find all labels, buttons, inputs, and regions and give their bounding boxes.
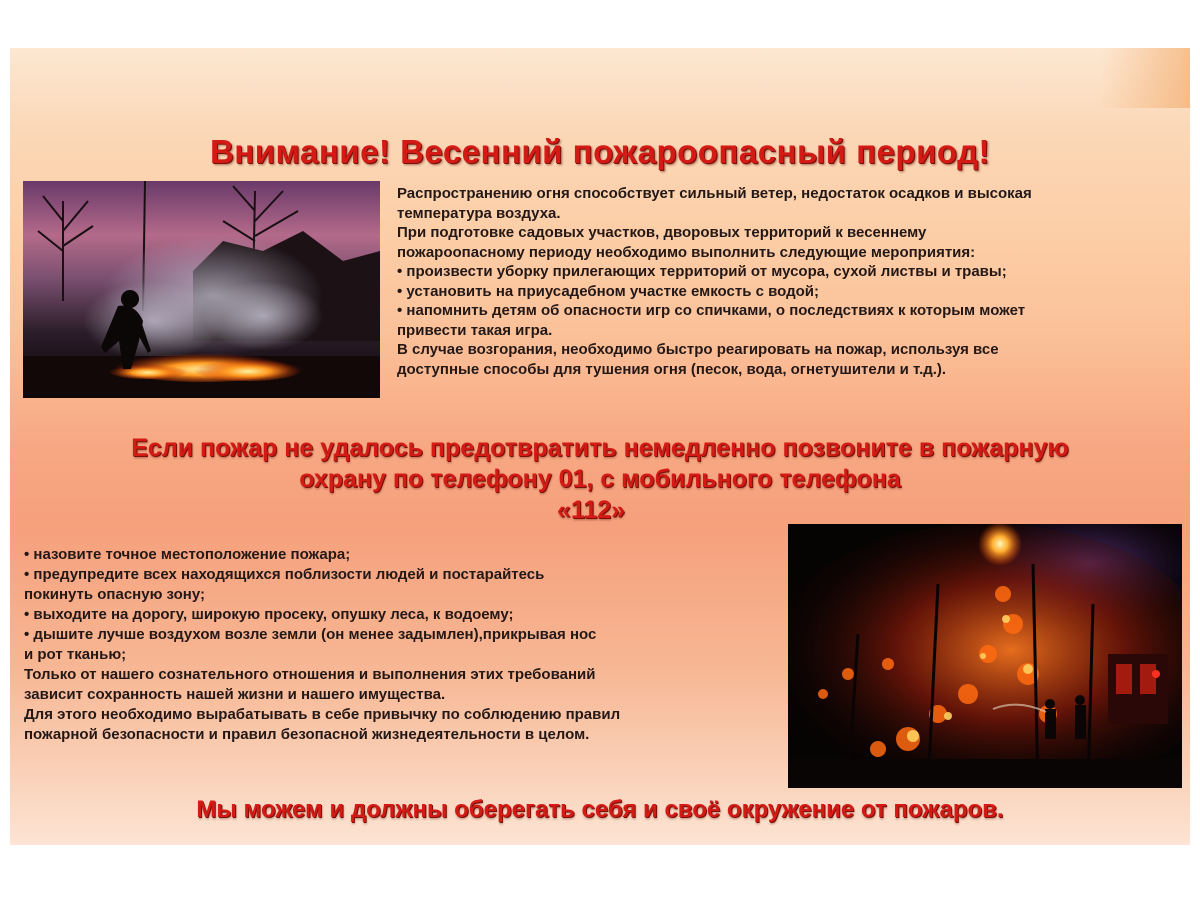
intro-line: • напомнить детям об опасности игр со спичками, о последствиях к которым может — [397, 302, 1026, 319]
emergency-line: Если пожар не удалось предотвратить немедленно позвоните в пожарную — [131, 434, 1069, 462]
intro-line: • установить на приусадебном участке емкость с водой; — [397, 282, 819, 300]
instruction-line: пожарной безопасности и правил безопасной жизнедеятельности в целом. — [24, 726, 590, 743]
emergency-line: охрану по телефону 01, с мобильного телефона — [299, 465, 901, 493]
instruction-line: • назовите точное местоположение пожара; — [24, 546, 351, 563]
intro-line: температура воздуха. — [397, 204, 561, 222]
emergency-number: «112» — [556, 496, 626, 524]
instruction-line: зависит сохранность нашей жизни и нашего имущества. — [24, 686, 446, 703]
instruction-line: • выходите на дорогу, широкую просеку, опушку леса, к водоему; — [24, 606, 514, 623]
instruction-line: и рот тканью; — [24, 646, 127, 663]
instruction-line: • предупредите всех находящихся поблизости людей и постарайтесь — [24, 566, 545, 583]
instruction-line: покинуть опасную зону; — [24, 586, 206, 603]
intro-line: привести такая игра. — [397, 321, 553, 339]
instructions-text-block — [24, 545, 784, 745]
emergency-call-heading — [10, 433, 1190, 526]
intro-line: При подготовке садовых участков, дворовых территорий к весеннему — [397, 224, 927, 241]
instruction-line: Только от нашего сознательного отношения и выполнения этих требований — [24, 666, 596, 683]
intro-line: доступные способы для тушения огня (песок, вода, огнетушители и т.д.). — [397, 360, 947, 378]
intro-text-block — [397, 184, 1182, 379]
poster-title: Внимание! Весенний пожароопасный период! — [209, 133, 991, 170]
instruction-line: Для этого необходимо вырабатывать в себе привычку по соблюдению правил — [24, 706, 621, 723]
intro-line: пожароопасному периоду необходимо выполнить следующие мероприятия: — [397, 243, 976, 261]
forest-fire-photo — [788, 524, 1182, 788]
intro-line: В случае возгорания, необходимо быстро реагировать на пожар, используя все — [397, 341, 999, 358]
grass-fire-photo — [23, 181, 380, 398]
poster-footer-slogan: Мы можем и должны оберегать себя и своё окружение от пожаров. — [196, 796, 1004, 823]
instruction-line: • дышите лучше воздухом возле земли (он менее задымлен),прикрывая нос — [24, 626, 597, 643]
intro-line: Распространению огня способствует сильный ветер, недостаток осадков и высокая — [397, 185, 1032, 202]
intro-line: • произвести уборку прилегающих территорий от мусора, сухой листвы и травы; — [397, 263, 1007, 280]
fire-safety-poster — [10, 48, 1190, 845]
